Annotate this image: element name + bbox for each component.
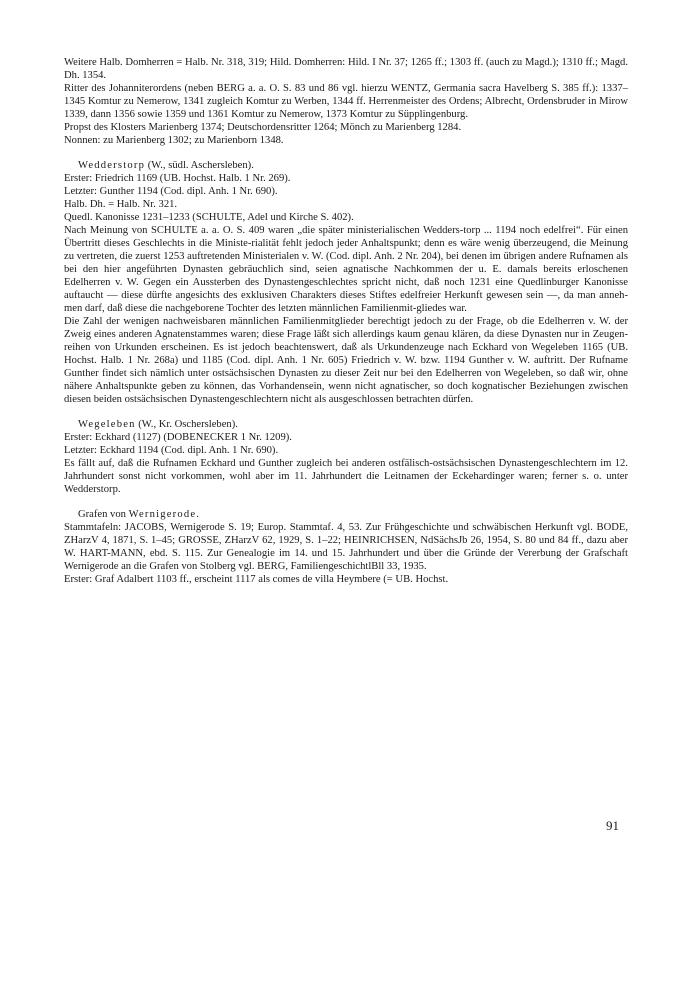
heading-location: .	[196, 509, 199, 520]
paragraph: Quedl. Kanonisse 1231–1233 (SCHULTE, Adel und Kirche S. 402).	[64, 212, 354, 223]
paragraph: Propst des Klosters Marienberg 1374; Deutschordensritter 1264; Mönch zu Marienberg 1284.	[64, 122, 462, 133]
section-heading	[64, 159, 628, 172]
paragraph: Letzter: Eckhard 1194 (Cod. dipl. Anh. 1 Nr. 690).	[64, 445, 279, 456]
paragraph: Nonnen: zu Marienberg 1302; zu Marienborn 1348.	[64, 135, 284, 146]
paragraph: Ritter des Johanniterordens (neben BERG a. a. O. S. 83 und 86 vgl. hierzu WENTZ, Germania sacra Havelberg S. 385 ff.): 1337–1345 Komtur zu Nemerow, 1341 zugleich Komtur zu Werben, 1344 ff. Herrenmeister des Ordens; Albrecht, Ordensbruder in Mirow 1339, dann 1356 sowie 1359 und 1361 Komtur zu Nemerow, 1373 Komtur zu Süpplingenburg.	[64, 83, 628, 120]
section-heading	[64, 418, 628, 431]
section-gap	[64, 496, 628, 508]
paragraph: Halb. Dh. = Halb. Nr. 321.	[64, 199, 178, 210]
page-number: 91	[606, 818, 619, 833]
heading-location: (W., Kr. Oschersleben).	[135, 419, 238, 430]
paragraph: Weitere Halb. Domherren = Halb. Nr. 318, 319; Hild. Domherren: Hild. I Nr. 37; 1265 ff.; 1303 ff. (auch zu Magd.); 1310 ff.; Magd. Dh. 1354.	[64, 57, 628, 81]
paragraph: Es fällt auf, daß die Rufnamen Eckhard und Gunther zugleich bei anderen ostfälisch-ostsächsischen Dynastengeschlechtern im 12. Jahrhundert sonst nicht vorkommen, wohl aber im 11. Jahrhundert die Leitnamen der Eckehardinger waren; ferner s. o. unter Wedderstorp.	[64, 458, 628, 495]
heading-name: Wedderstorp	[78, 160, 146, 171]
paragraph: Nach Meinung von SCHULTE a. a. O. S. 409 waren „die später ministerialischen Wedders-torp ... 1194 noch edelfrei“. Für einen Übertritt dieses Geschlechts in die Ministe-rialität fehlt jedoch jeder Anhaltspunkt; denn es wäre wenig überzeugend, die Meinung zu vertreten, die zuerst 1253 auftretenden Ministerialen v. W. (Cod. dipl. Anh. 2 Nr. 204), bei denen im übrigen andere Rufnamen als bei den hier angeführten Dynasten gebräuchlich sind, seien agnatische Nachkommen der u. E. damals bereits erloschenen Edelherren v. W. Gegen ein Aussterben des Dynastengeschlechtes spricht nicht, daß noch 1231 eine Quedlinburger Kanonisse auftaucht — diese dürfte angesichts des exklusiven Charakters dieses Stiftes edelfreier Herkunft gewesen sein —, da man anneh-men darf, daß diese die nachgeborene Tochter des letzten männlichen Familienmit-gliedes war.	[64, 225, 628, 314]
section-gap	[64, 147, 628, 159]
section-heading	[64, 508, 628, 521]
paragraph: Erster: Graf Adalbert 1103 ff., erscheint 1117 als comes de villa Heymbere (= UB. Hochst.	[64, 574, 449, 585]
page-body	[64, 56, 628, 586]
paragraph: Erster: Eckhard (1127) (DOBENECKER 1 Nr. 1209).	[64, 432, 292, 443]
heading-name: Wernigerode	[128, 509, 197, 520]
paragraph: Die Zahl der wenigen nachweisbaren männlichen Familienmitglieder berechtigt jedoch zu der Frage, ob die Edelherren v. W. der Zweig eines anderen Agnatenstammes waren; diese Frage läßt sich allerdings kaum genau klären, da diese Dynasten nur in Zeugen-reihen von Urkunden erscheinen. Es ist jedoch beachtenswert, daß als Urkundenzeuge nach Eckhard von Wegeleben 1165 (UB. Hochst. Halb. 1 Nr. 268a) und 1185 (Cod. dipl. Anh. 1 Nr. 605) Friedrich v. W. bzw. 1194 Gunther v. W. auftritt. Der Rufname Gunther findet sich nämlich unter ostsächsischen Dynasten zu dieser Zeit nur bei den Edelherren von Wegeleben, so daß wir, ohne nähere Anhaltspunkte geben zu können, das Vorhandensein, wenn nicht agnatischer, so doch kognatischer Beziehungen zwischen diesen beiden ostsächsischen Dynastengeschlechtern nicht als ausgeschlossen betrachten dürfen.	[64, 316, 628, 405]
paragraph: Erster: Friedrich 1169 (UB. Hochst. Halb. 1 Nr. 269).	[64, 173, 291, 184]
paragraph: Stammtafeln: JACOBS, Wernigerode S. 19; Europ. Stammtaf. 4, 53. Zur Frühgeschichte und schwäbischen Herkunft vgl. BODE, ZHarzV 4, 1871, S. 1–45; GROSSE, ZHarzV 62, 1929, S. 1–22; HEINRICHSEN, NdSächsJb 26, 1954, S. 80 und 84 ff., dazu aber W. HART-MANN, ebd. S. 115. Zur Genealogie im 14. und 15. Jahrhundert und über die Gründe der Vererbung der Grafschaft Wernigerode an die Grafen von Stolberg vgl. BERG, FamiliengeschichtlBll 33, 1935.	[64, 522, 628, 572]
section-gap	[64, 406, 628, 418]
heading-location: (W., südl. Aschersleben).	[145, 160, 254, 171]
paragraph: Letzter: Gunther 1194 (Cod. dipl. Anh. 1 Nr. 690).	[64, 186, 278, 197]
heading-prefix: Grafen von	[78, 509, 129, 520]
heading-name: Wegeleben	[78, 419, 136, 430]
